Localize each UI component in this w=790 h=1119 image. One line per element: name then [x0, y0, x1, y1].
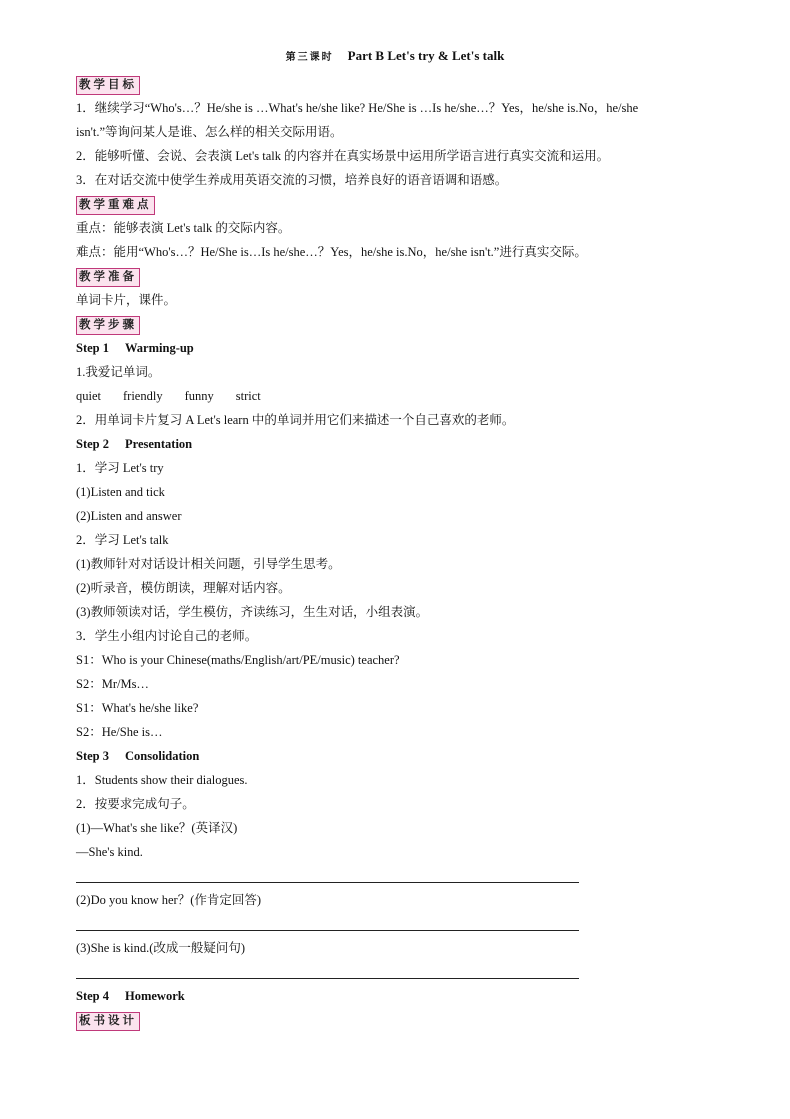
keypoint-focus: 重点：能够表演 Let's talk 的交际内容。 — [76, 221, 291, 235]
step-2-item-2: 2．学习 Let's talk — [76, 533, 169, 547]
step-1-word-list — [76, 387, 283, 405]
word-funny: funny — [184, 389, 214, 403]
step-3-item-2: 2．按要求完成句子。 — [76, 797, 195, 811]
word-strict: strict — [235, 389, 261, 403]
step-2-label: Step 2 — [76, 437, 109, 451]
goal-1-line-2: isn't.”等询问某人是谁、怎么样的相关交际用语。 — [76, 125, 343, 139]
step-4-heading — [76, 987, 185, 1005]
dialogue-s1-question-2: S1：What's he/she like? — [76, 701, 199, 715]
step-3-label: Step 3 — [76, 749, 109, 763]
section-badge-keypoints — [76, 196, 155, 215]
step-4-label: Step 4 — [76, 989, 109, 1003]
word-friendly: friendly — [123, 389, 163, 403]
prep-text: 单词卡片，课件。 — [76, 293, 177, 307]
title-lesson-topic: Part B Let's try & Let's talk — [347, 48, 505, 63]
step-4-name: Homework — [125, 989, 185, 1003]
step-1-item-2: 2．用单词卡片复习 A Let's learn 中的单词并用它们来描述一个自己喜欢的老师。 — [76, 413, 515, 427]
keypoint-difficulty: 难点：能用“Who's…？He/She is…Is he/she…？Yes，he/she is.No，he/she isn't.”进行真实交际。 — [76, 245, 587, 259]
exercise-question-1-answer: —She's kind. — [76, 845, 143, 859]
section-badge-board — [76, 1012, 140, 1031]
exercise-question-1: (1)—What's she like？(英译汉) — [76, 821, 238, 835]
step-2-item-1b: (2)Listen and answer — [76, 509, 182, 523]
step-1-item-1: 1.我爱记单词。 — [76, 365, 161, 379]
step-1-label: Step 1 — [76, 341, 109, 355]
dialogue-s1-question-1: S1：Who is your Chinese(maths/English/art/PE/music) teacher? — [76, 653, 400, 667]
section-badge-steps — [76, 316, 140, 335]
section-label-prep: 教学准备 — [79, 271, 137, 283]
step-1-name: Warming-up — [125, 341, 194, 355]
step-3-item-1: 1．Students show their dialogues. — [76, 773, 248, 787]
goal-3: 3．在对话交流中使学生养成用英语交流的习惯，培养良好的语音语调和语感。 — [76, 173, 508, 187]
step-2-item-2b: (2)听录音，模仿朗读，理解对话内容。 — [76, 581, 291, 595]
section-label-keypoints: 教学重难点 — [79, 199, 152, 211]
step-2-item-1a: (1)Listen and tick — [76, 485, 165, 499]
exercise-question-2: (2)Do you know her？(作肯定回答) — [76, 893, 262, 907]
word-quiet: quiet — [76, 389, 101, 403]
step-2-item-2c: (3)教师领读对话，学生模仿，齐读练习，生生对话，小组表演。 — [76, 605, 429, 619]
step-1-heading — [76, 339, 194, 357]
goal-2: 2．能够听懂、会说、会表演 Let's talk 的内容并在真实场景中运用所学语言进行真实交流和运用。 — [76, 149, 610, 163]
dialogue-s2-answer-2: S2：He/She is… — [76, 725, 163, 739]
exercise-question-3: (3)She is kind.(改成一般疑问句) — [76, 941, 246, 955]
section-badge-goals — [76, 76, 140, 95]
dialogue-s2-answer-1: S2：Mr/Ms… — [76, 677, 149, 691]
step-3-name: Consolidation — [125, 749, 200, 763]
section-badge-prep — [76, 268, 140, 287]
title-lesson-number: 第三课时 — [285, 52, 334, 63]
step-2-item-1: 1．学习 Let's try — [76, 461, 164, 475]
step-2-heading — [76, 435, 192, 453]
answer-line-2 — [76, 930, 579, 931]
step-2-item-3: 3．学生小组内讨论自己的老师。 — [76, 629, 258, 643]
answer-line-3 — [76, 978, 579, 979]
section-label-board: 板书设计 — [79, 1015, 137, 1027]
step-2-item-2a: (1)教师针对对话设计相关问题，引导学生思考。 — [76, 557, 341, 571]
goal-1-line-1: 1．继续学习“Who's…？He/she is …What's he/she like? He/She is …Is he/she…？Yes，he/she is.No，he/she — [76, 101, 639, 115]
section-label-goals: 教学目标 — [79, 79, 137, 91]
answer-line-1 — [76, 882, 579, 883]
section-label-steps: 教学步骤 — [79, 319, 137, 331]
step-2-name: Presentation — [125, 437, 193, 451]
page-title — [0, 48, 790, 64]
step-3-heading — [76, 747, 199, 765]
